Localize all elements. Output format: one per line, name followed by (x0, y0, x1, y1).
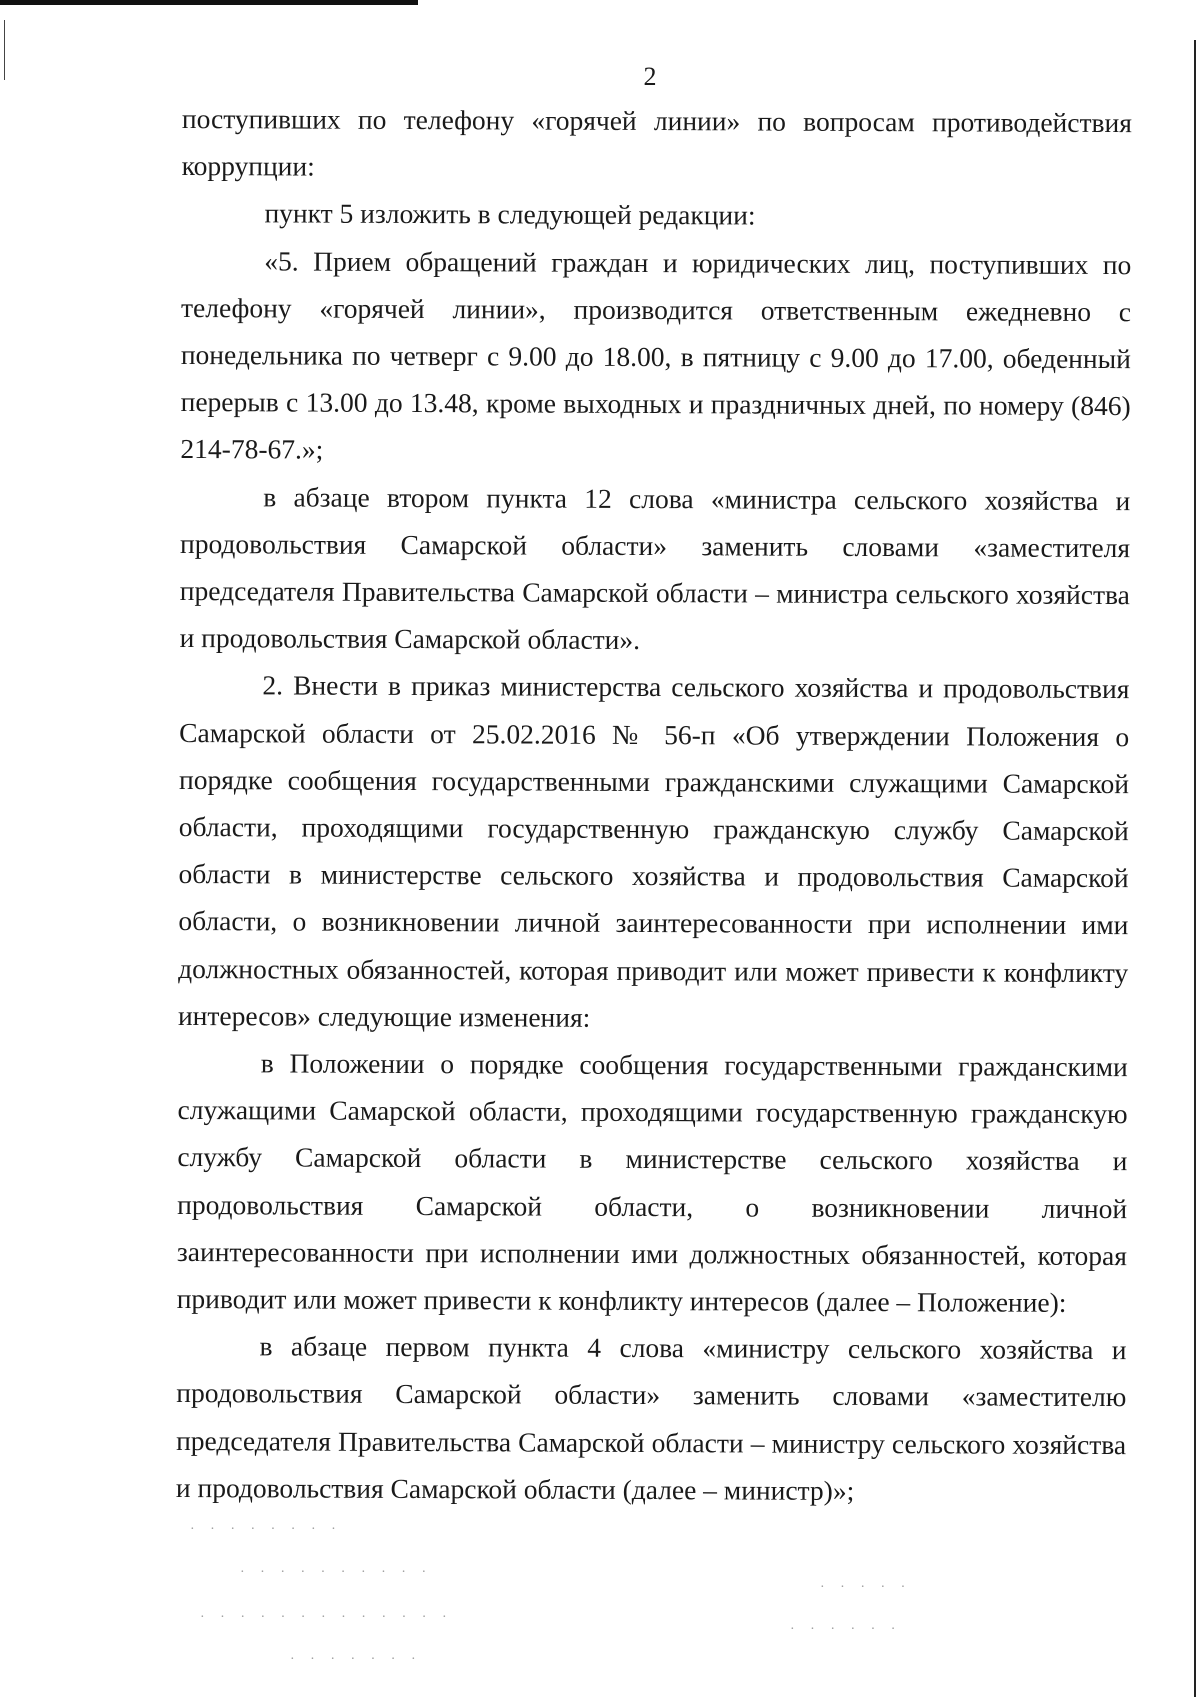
paragraph-item-12-change: в абзаце втором пункта 12 слова «министра сельского хозяйства и продовольствия Самарской области» заменить словами «заместителя председателя Правительства Самарской области – министра сельского хозяйства и продовольствия Самарской области». (179, 480, 1131, 656)
paragraph-item-5-text: «5. Прием обращений граждан и юридических лиц, поступивших по телефону «горячей линии», производится ответственным ежедневно с понедельника по четверг с 9.00 до 18.00, в пятницу с 9.00 до 17.00, обеденный перерыв с 13.00 до 13.48, кроме выходных и праздничных дней, по номеру (846) 214-78-67.»; (180, 244, 1132, 466)
scan-border-right (1194, 40, 1196, 1697)
paragraph-section-2: 2. Внести в приказ министерства сельского хозяйства и продовольствия Самарской области от 25.02.2016 № 56-п «Об утверждении Положения о порядке сообщения государственными гражданскими служащими Самарской области, проходящими государственную гражданскую службу Самарской области в министерстве сельского хозяйства и продовольствия Самарской области, о возникновении личной заинтересованности при исполнении ими должностных обязанностей, которая приводит или может привести к конфликту интересов» следующие изменения: (177, 669, 1130, 1033)
paragraph-item-4-change: в абзаце первом пункта 4 слова «министру сельского хозяйства и продовольствия Самарской области» заменить словами «заместителю председателя Правительства Самарской области – министру сельского хозяйства и продовольствия Самарской области (далее – министр)»; (175, 1330, 1127, 1506)
page-number: 2 (643, 62, 657, 91)
paragraph-item-5-intro: пункт 5 изложить в следующей редакции: (264, 197, 756, 231)
scan-noise: · · · · · · (790, 1622, 902, 1637)
scan-noise: · · · · · · · · · · (240, 1565, 433, 1580)
scan-noise: · · · · · · · (290, 1652, 422, 1667)
scan-noise: · · · · · (820, 1580, 912, 1595)
paragraph-regulation: в Положении о порядке сообщения государственными гражданскими служащими Самарской области, проходящими государственную гражданскую службу Самарской области в министерстве сельского хозяйства и продовольствия Самарской области, о возникновении личной заинтересованности при исполнении ими должностных обязанностей, которая приводит или может привести к конфликту интересов (далее – Положение): (176, 1047, 1128, 1318)
scan-noise: · · · · · · · · (190, 1522, 342, 1537)
document-body (176, 95, 1132, 1515)
paragraph-continuation: поступивших по телефону «горячей линии» по вопросам противодействия коррупции: (181, 102, 1132, 182)
scan-noise: · · · · · · · · · · · · · (200, 1610, 453, 1625)
scan-border-top (0, 0, 418, 5)
